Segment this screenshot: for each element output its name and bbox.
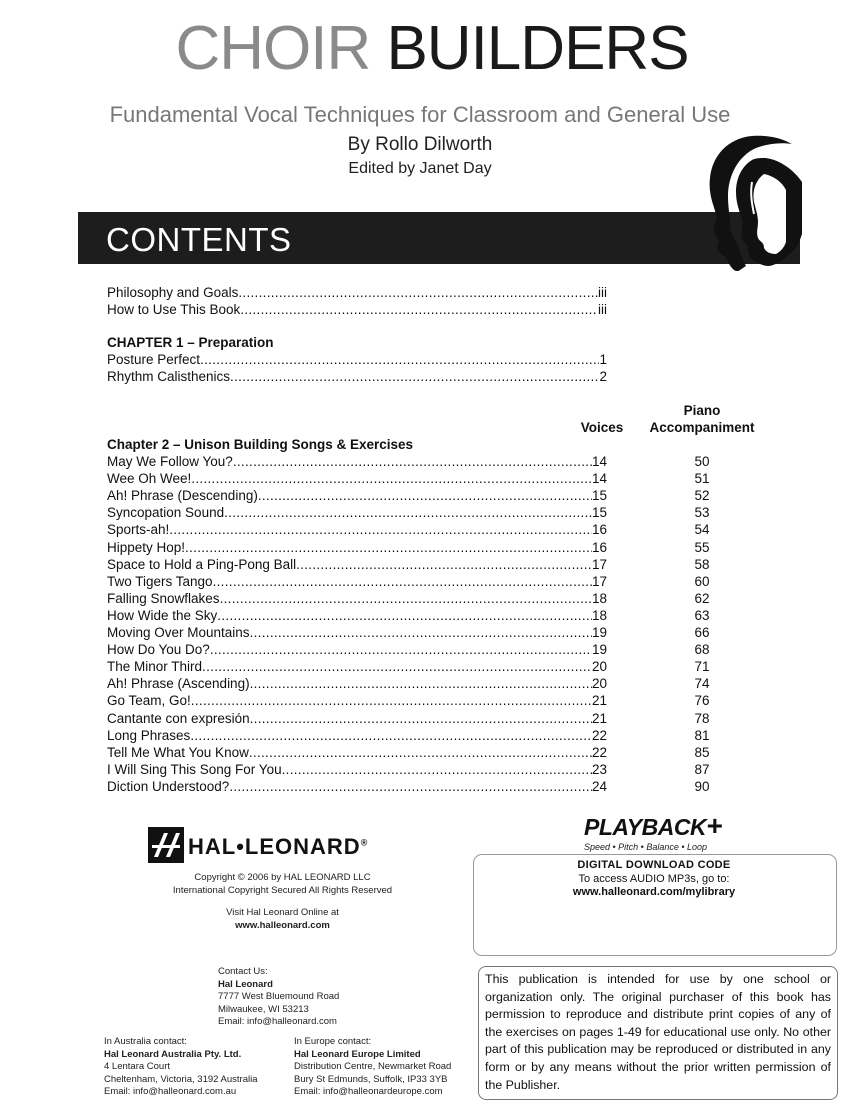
chapter2-heading: Chapter 2 – Unison Building Songs & Exercises [107, 437, 414, 452]
contents-banner [78, 212, 800, 264]
toc-entry [107, 352, 607, 370]
contact-name: Hal Leonard [218, 978, 273, 990]
playback-title: PLAYBACK [584, 814, 707, 840]
europe-address1: Distribution Centre, Newmarket Road [294, 1061, 452, 1072]
contact-email[interactable]: Email: info@halleonard.com [218, 1016, 337, 1027]
download-code-title: DIGITAL DOWNLOAD CODE [577, 859, 731, 871]
contact-label: Contact Us: [218, 966, 268, 977]
toc-entry-title: Sports-ah! [107, 522, 170, 538]
toc-entry-title: I Will Sing This Song For You [107, 761, 282, 777]
toc-entry-voices-page: 21 [591, 710, 607, 726]
toc-entry-page: 1 [599, 352, 607, 367]
europe-label: In Europe contact: [294, 1036, 372, 1047]
toc-entry-voices-page: 16 [591, 539, 607, 555]
toc-entry-piano-page: 71 [694, 659, 710, 675]
toc-entry-title: Philosophy and Goals [107, 285, 239, 300]
toc-entry-page: iii [598, 302, 607, 317]
toc-entry-title: Diction Understood? [107, 778, 230, 794]
voices-column-header: Voices [580, 420, 624, 435]
toc-entry [107, 302, 607, 320]
hal-leonard-wordmark [188, 834, 368, 860]
toc-entry-title: Syncopation Sound [107, 505, 225, 521]
rights-line: International Copyright Secured All Rights Reserved [172, 884, 393, 896]
toc-entry-voices-page: 15 [591, 488, 607, 504]
contents-heading: CONTENTS [106, 221, 292, 258]
toc-entry-voices-page: 20 [591, 659, 607, 675]
visit-label: Visit Hal Leonard Online at [226, 907, 339, 918]
leader-dots [230, 369, 599, 384]
hal-leonard-logo [148, 823, 418, 869]
toc-entry-piano-page: 66 [694, 625, 710, 640]
toc-entry-voices-page: 21 [591, 693, 607, 709]
toc-entry-voices-page: 18 [591, 607, 607, 623]
toc-entry-voices-page: 20 [591, 676, 607, 692]
toc-entry-piano-page: 87 [694, 761, 710, 777]
toc-entry [107, 369, 607, 387]
contact-address1: 7777 West Bluemound Road [218, 991, 340, 1002]
toc-entry-piano-page: 55 [694, 539, 710, 555]
toc-entry-title: Two Tigers Tango [107, 573, 213, 589]
toc-entry-page: iii [598, 285, 607, 300]
toc-entry-piano-page: 85 [694, 744, 710, 760]
toc-entry-page: 2 [599, 369, 607, 384]
toc-entry [107, 285, 607, 303]
toc-entry-title: Ah! Phrase (Ascending) [107, 676, 250, 692]
book-subtitle: Fundamental Vocal Techniques for Classroom and General Use [109, 102, 731, 127]
toc-entry-title: How to Use This Book [107, 302, 241, 317]
australia-address2: Cheltenham, Victoria, 3192 Australia [104, 1073, 258, 1085]
toc-entry-voices-page: 19 [591, 642, 607, 658]
playback-tagline: Speed • Pitch • Balance • Loop [584, 842, 708, 852]
toc-entry-voices-page: 15 [591, 505, 607, 521]
toc-entry-title: Cantante con expresión [107, 710, 250, 726]
playback-plus-icon: + [706, 810, 722, 841]
toc-entry-title: The Minor Third [107, 659, 203, 675]
book-title [0, 14, 864, 83]
piano-page-column [0, 454, 864, 799]
toc-entry-voices-page: 23 [591, 761, 607, 777]
australia-label: In Australia contact: [104, 1036, 187, 1047]
toc-entry-piano-page: 74 [694, 676, 710, 692]
wordmark-text: HAL•LEONARD [188, 834, 361, 859]
toc-entry-piano-page: 52 [694, 488, 710, 504]
australia-name: Hal Leonard Australia Pty. Ltd. [104, 1048, 242, 1060]
europe-email[interactable]: Email: info@halleonardeurope.com [294, 1086, 443, 1097]
editor-line: Edited by Janet Day [348, 160, 492, 177]
copyright-line: Copyright © 2006 by HAL LEONARD LLC [194, 872, 371, 883]
copyright-block [150, 872, 415, 897]
toc-entry-piano-page: 90 [694, 778, 710, 794]
toc-entry-title: Tell Me What You Know [107, 744, 249, 760]
author-line: By Rollo Dilworth [347, 134, 493, 155]
contact-address2: Milwaukee, WI 53213 [218, 1003, 309, 1015]
europe-address2: Bury St Edmunds, Suffolk, IP33 3YB [294, 1073, 448, 1085]
leader-dots [238, 285, 598, 300]
toc-entry-voices-page: 24 [591, 778, 607, 794]
title-part-builders: BUILDERS [386, 14, 689, 83]
toc-entry-voices-page: 14 [591, 454, 607, 469]
toc-entry-title: Hippety Hop! [107, 539, 186, 555]
download-instructions: To access AUDIO MP3s, go to: [578, 873, 730, 885]
playback-logo [584, 810, 754, 852]
toc-entry-title: Space to Hold a Ping-Pong Ball [107, 556, 297, 572]
toc-entry-title: How Do You Do? [107, 642, 210, 658]
toc-entry-voices-page: 22 [591, 744, 607, 760]
toc-entry-title: Rhythm Calisthenics [107, 369, 231, 384]
toc-entry-piano-page: 54 [694, 522, 710, 538]
leader-dots [240, 302, 598, 317]
toc-entry-piano-page: 63 [694, 607, 710, 623]
toc-entry-piano-page: 53 [694, 505, 710, 521]
toc-entry-piano-page: 78 [694, 710, 710, 726]
toc-entry-piano-page: 58 [694, 556, 710, 572]
toc-entry-voices-page: 17 [591, 556, 607, 572]
europe-contact-block [294, 1036, 472, 1099]
toc-entry-piano-page: 68 [694, 642, 710, 658]
toc-entry-voices-page: 18 [591, 590, 607, 606]
toc-entry-piano-page: 81 [694, 727, 710, 743]
toc-entry-voices-page: 16 [591, 522, 607, 538]
toc-entry-title: Moving Over Mountains [107, 625, 250, 640]
registered-mark: ® [360, 837, 369, 848]
toc-entry-voices-page: 22 [591, 727, 607, 743]
singing-faces-illustration [694, 134, 804, 274]
toc-entry-voices-page: 14 [591, 471, 607, 487]
toc-entry-piano-page: 76 [694, 693, 710, 709]
playback-wordmark [584, 810, 754, 842]
title-part-choir: CHOIR [175, 14, 371, 83]
toc-entry-voices-page: 19 [591, 625, 607, 640]
australia-address1: 4 Lentara Court [104, 1061, 171, 1072]
toc-entry-title: Falling Snowflakes [107, 590, 220, 606]
legal-notice: This publication is intended for use by one school or organization only. The original purchaser of this book has permission to reproduce and distribute print copies of any of the exercises on pages 1-49 for educational use only. No other part of this publication may be reproduced or distributed in any form or by any means without the prior written permission of the Publisher. [478, 966, 838, 1100]
website-link[interactable]: www.halleonard.com [235, 919, 330, 931]
chapter1-heading: CHAPTER 1 – Preparation [107, 335, 274, 350]
toc-entry-title: How Wide the Sky [107, 607, 218, 623]
toc-entry-voices-page: 17 [591, 573, 607, 589]
leader-dots [200, 352, 599, 367]
toc-entry-title: Posture Perfect [107, 352, 201, 367]
toc-entry-title: Wee Oh Wee! [107, 471, 192, 487]
hal-leonard-emblem-icon [148, 827, 184, 863]
toc-entry-title: Ah! Phrase (Descending) [107, 488, 258, 504]
australia-email[interactable]: Email: info@halleonard.com.au [104, 1086, 237, 1097]
download-url-link[interactable]: www.halleonard.com/mylibrary [572, 886, 736, 898]
piano-column-header-line2: Accompaniment [649, 420, 755, 435]
piano-column-header-line1: Piano [683, 403, 721, 418]
toc-entry-piano-page: 50 [694, 454, 710, 469]
toc-entry-piano-page: 60 [694, 573, 710, 589]
contact-block [218, 966, 418, 1029]
europe-name: Hal Leonard Europe Limited [294, 1048, 421, 1060]
visit-block [150, 907, 415, 932]
toc-entry-title: Long Phrases [107, 727, 191, 743]
toc-entry-title: Go Team, Go! [107, 693, 191, 709]
toc-entry-piano-page: 51 [694, 471, 710, 487]
toc-entry-title: May We Follow You? [107, 454, 233, 469]
toc-entry-piano-page: 62 [694, 590, 710, 606]
australia-contact-block [104, 1036, 284, 1099]
